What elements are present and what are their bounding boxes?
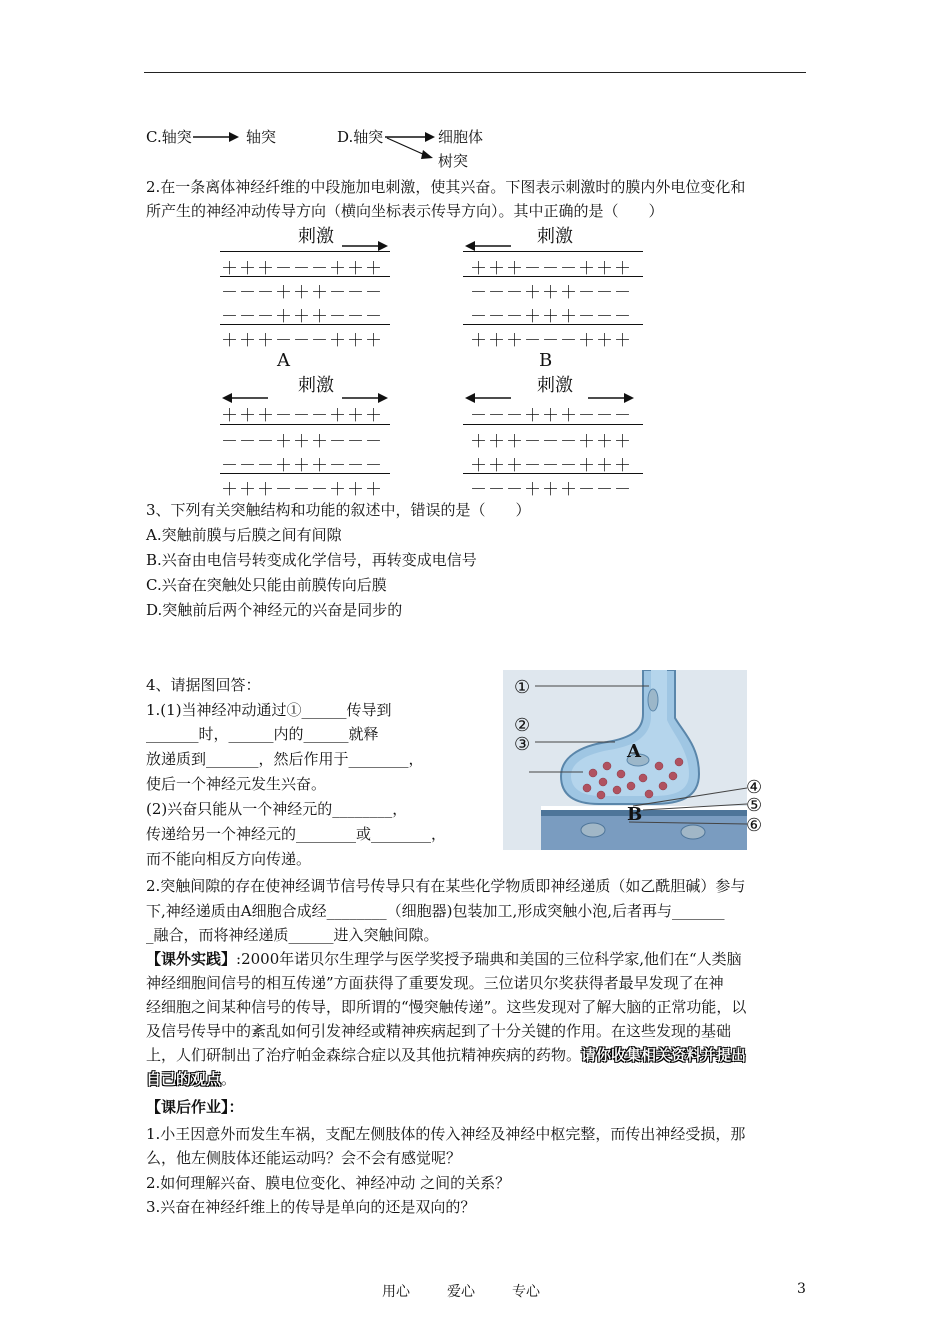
page-number: 3 (797, 1281, 806, 1297)
q4-line2: _______时，______内的______就释 (146, 725, 379, 743)
option-c-label: C.轴突 (146, 128, 192, 146)
footer-text-2: 爱心 (447, 1284, 475, 1300)
q4-p2-line2: 下,神经递质由A细胞合成经________（细胞器)包装加工,形成突触小泡,后者再与_______ (146, 902, 725, 920)
diagram-c-row4: ＋＋＋－－－＋＋＋ (221, 480, 383, 500)
homework-heading: 【课后作业】： (146, 1098, 244, 1116)
practice-line5 (146, 1045, 746, 1065)
practice-line6 (146, 1069, 236, 1089)
homework-line3: 2.如何理解兴奋、膜电位变化、神经冲动 之间的关系？ (146, 1174, 511, 1192)
homework-line4: 3.兴奋在神经纤维上的传导是单向的还是双向的？ (146, 1198, 476, 1216)
diagram-d-line1 (463, 424, 643, 425)
q3-option-d: D.突触前后两个神经元的兴奋是同步的 (146, 601, 403, 619)
option-d-target2: 树突 (438, 152, 469, 170)
diagram-c-stim-label: 刺激 (298, 375, 334, 396)
q4-line6: 传递给另一个神经元的________或________， (146, 825, 447, 843)
diagram-d-row1: －－－＋＋＋－－－ (470, 406, 632, 426)
footer-text-1: 用心 (382, 1284, 410, 1300)
fig-label-5: ⑤ (746, 795, 763, 816)
diagram-b-label: B (539, 350, 553, 371)
diagram-d-row2: ＋＋＋－－－＋＋＋ (470, 432, 632, 452)
practice-line5-text: 上，人们研制出了治疗帕金森综合症以及其他抗精神疾病的药物。 (146, 1046, 582, 1064)
homework-line2: 么，他左侧肢体还能运动吗？会不会有感觉呢？ (146, 1149, 462, 1167)
homework-line1: 1.小王因意外而发生车祸，支配左侧肢体的传入神经及神经中枢完整，而传出神经受损，那 (146, 1125, 746, 1143)
fig-label-3: ③ (514, 734, 531, 755)
diagram-d-stim-label: 刺激 (537, 375, 573, 396)
diagram-a-stim-label: 刺激 (298, 226, 334, 247)
fig-label-a: A (627, 741, 641, 762)
diagram-c-line1 (220, 424, 390, 425)
footer-text-3: 专心 (512, 1284, 540, 1300)
q4-line7: 而不能向相反方向传递。 (146, 850, 312, 868)
q4-p2-line1: 2.突触间隙的存在使神经调节信号传导只有在某些化学物质即神经递质（如乙酰胆碱）参与 (146, 877, 746, 895)
practice-line3: 经细胞之间某种信号的传导，即所谓的“慢突触传递”。这些发现对了解大脑的正常功能，以 (146, 998, 747, 1016)
q4-line1: 1.(1)当神经冲动通过①______传导到 (146, 701, 392, 719)
q3-option-a: A.突触前膜与后膜之间有间隙 (146, 526, 342, 544)
diagram-b-row2: －－－＋＋＋－－－ (470, 283, 632, 303)
practice-emphasis-2: 自己的观点 (146, 1070, 222, 1088)
practice-line2: 神经细胞间信号的相互传递”方面获得了重要发现。三位诺贝尔奖获得者最早发现了在神 (146, 974, 724, 992)
header-rule (144, 72, 806, 73)
option-c-target: 轴突 (246, 128, 277, 146)
diagram-a-label: A (277, 350, 290, 371)
diagram-a-line1 (220, 251, 390, 252)
diagram-a-row3: －－－＋＋＋－－－ (221, 307, 383, 327)
fig-label-4: ④ (746, 777, 763, 798)
q4-line3: 放递质到_______，然后作用于________， (146, 750, 424, 768)
option-d-label: D.轴突 (337, 128, 384, 146)
diagram-c-row1: ＋＋＋－－－＋＋＋ (221, 406, 383, 426)
q3-stem: 3、下列有关突触结构和功能的叙述中，错误的是（ ） (146, 501, 531, 519)
q4-line4: 使后一个神经元发生兴奋。 (146, 775, 327, 793)
fig-label-2: ② (514, 715, 531, 736)
practice-line1-text: :2000年诺贝尔生理学与医学奖授予瑞典和美国的三位科学家,他们在“人类脑 (236, 950, 742, 968)
option-d-arrows (385, 129, 435, 163)
practice-heading: 【课外实践】 (146, 950, 237, 968)
q4-p2-line3: _融合，而将神经递质______进入突触间隙。 (146, 926, 439, 944)
synapse-figure (503, 670, 747, 850)
diagram-b-row3: －－－＋＋＋－－－ (470, 307, 632, 327)
fig-label-1: ① (514, 677, 531, 698)
diagram-b-stim-label: 刺激 (537, 226, 573, 247)
diagram-c-row2: －－－＋＋＋－－－ (221, 432, 383, 452)
diagram-b-row4: ＋＋＋－－－＋＋＋ (470, 331, 632, 351)
q2-line2: 所产生的神经冲动传导方向（横向坐标表示传导方向）。其中正确的是（ ） (146, 202, 664, 220)
q3-option-c: C.兴奋在突触处只能由前膜传向后膜 (146, 576, 387, 594)
practice-line6-end: 。 (221, 1070, 237, 1088)
practice-line1 (146, 949, 742, 969)
option-c-arrow (193, 129, 239, 145)
diagram-c-line2 (220, 473, 390, 474)
diagram-b-line1 (463, 251, 643, 252)
diagram-b-line2 (463, 276, 643, 277)
diagram-d-line2 (463, 473, 643, 474)
diagram-d-row3: ＋＋＋－－－＋＋＋ (470, 456, 632, 476)
diagram-a-row1: ＋＋＋－－－＋＋＋ (221, 259, 383, 279)
diagram-a-line3 (220, 324, 390, 325)
q3-option-b: B.兴奋由电信号转变成化学信号，再转变成电信号 (146, 551, 477, 569)
practice-emphasis-1: 请你收集相关资料并提出 (581, 1046, 747, 1064)
fig-label-6: ⑥ (746, 815, 763, 836)
diagram-b-row1: ＋＋＋－－－＋＋＋ (470, 259, 632, 279)
q2-line1: 2.在一条离体神经纤维的中段施加电刺激，使其兴奋。下图表示刺激时的膜内外电位变化和 (146, 178, 746, 196)
diagram-a-row4: ＋＋＋－－－＋＋＋ (221, 331, 383, 351)
diagram-c-row3: －－－＋＋＋－－－ (221, 456, 383, 476)
diagram-b-line3 (463, 324, 643, 325)
practice-line4: 及信号传导中的紊乱如何引发神经或精神疾病起到了十分关键的作用。在这些发现的基础 (146, 1022, 732, 1040)
diagram-a-line2 (220, 276, 390, 277)
fig-label-b: B (627, 804, 643, 825)
option-d-target1: 细胞体 (438, 128, 484, 146)
diagram-a-row2: －－－＋＋＋－－－ (221, 283, 383, 303)
q4-line5: (2)兴奋只能从一个神经元的________， (146, 800, 408, 818)
diagram-d-row4: －－－＋＋＋－－－ (470, 480, 632, 500)
q4-stem: 4、请据图回答： (146, 676, 261, 694)
